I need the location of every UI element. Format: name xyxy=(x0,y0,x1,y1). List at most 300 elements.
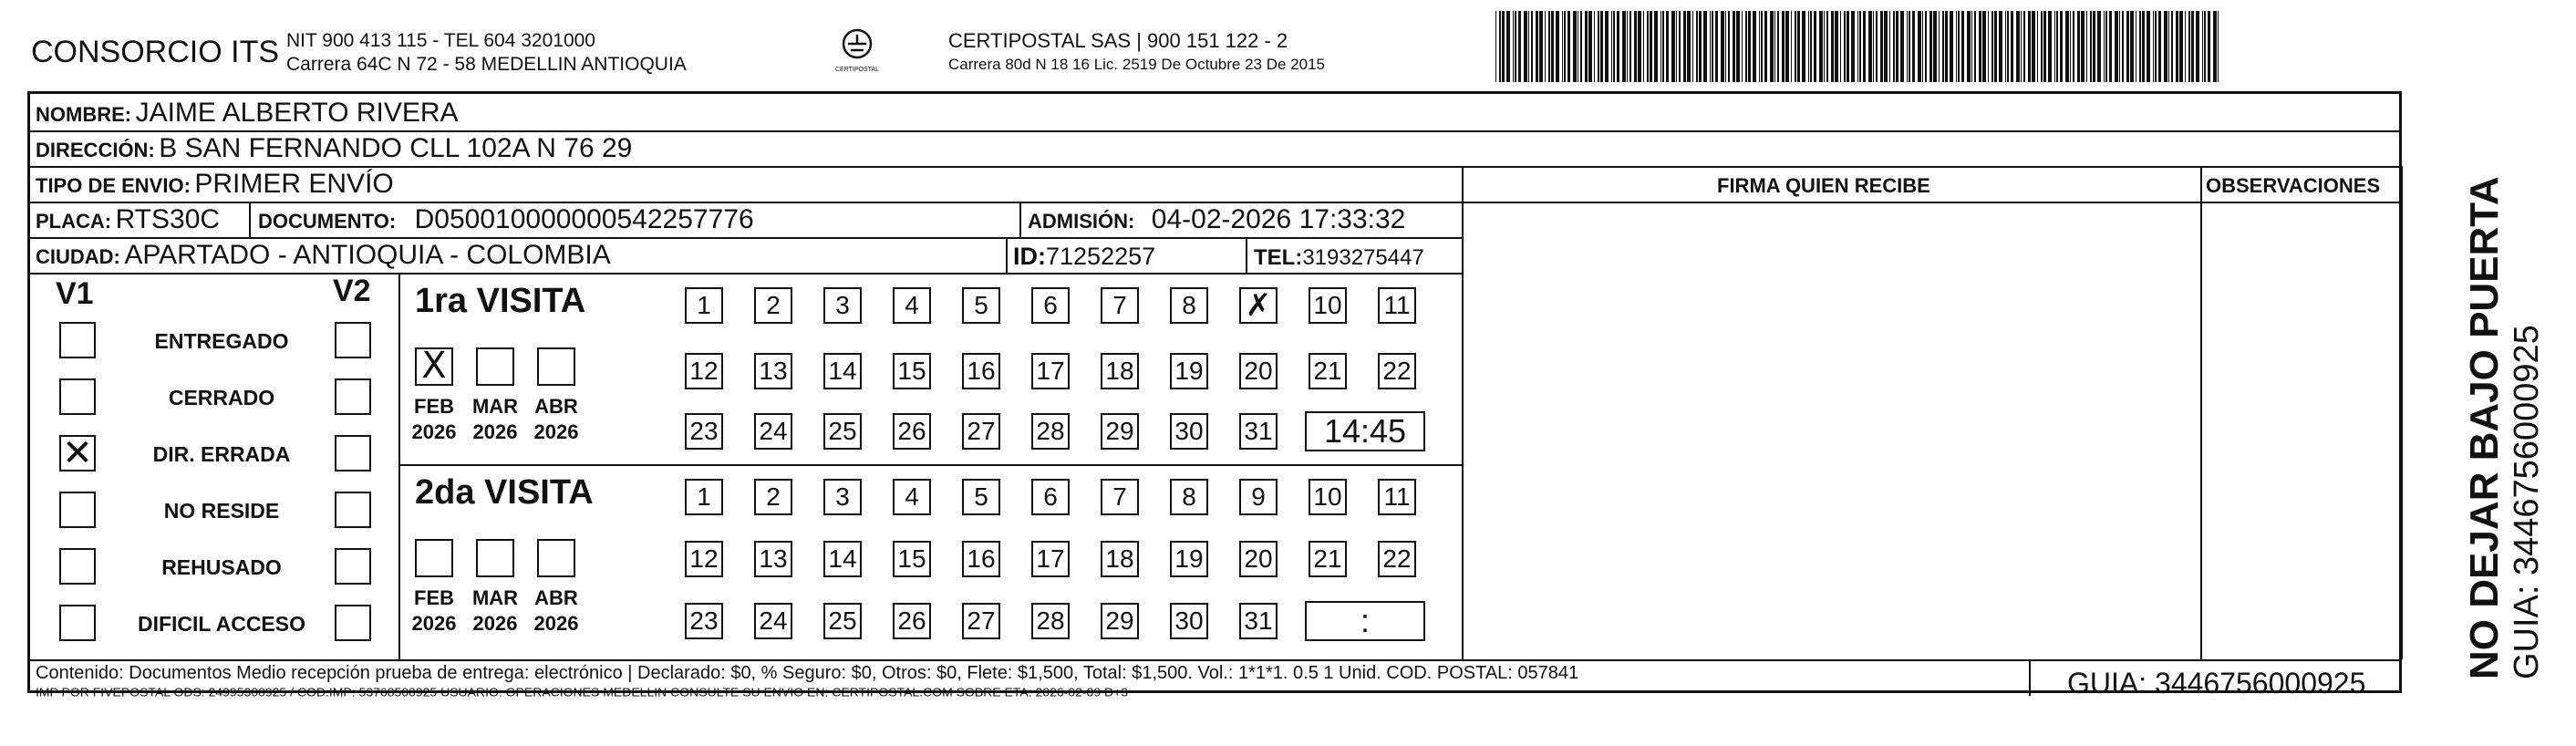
barcode-bar xyxy=(1536,11,1538,82)
status-label: DIFICIL ACCESO xyxy=(137,612,305,636)
barcode-bar xyxy=(1873,11,1874,82)
barcode-bar xyxy=(1495,11,1496,82)
barcode-bar xyxy=(1588,11,1592,82)
document-label: DOCUMENTO: xyxy=(258,210,397,233)
month-label: FEB xyxy=(414,395,454,418)
barcode-bar xyxy=(1725,11,1726,82)
barcode-bar xyxy=(1909,11,1910,82)
v1-checkbox[interactable] xyxy=(59,322,96,358)
barcode-bar xyxy=(1950,11,1953,82)
barcode-bar xyxy=(1502,11,1505,82)
barcode-bar xyxy=(1518,11,1521,82)
barcode-bar xyxy=(1991,11,1993,82)
barcode-bar xyxy=(1567,11,1570,82)
barcode-bar xyxy=(2073,11,2074,82)
phone-field xyxy=(1254,245,1424,271)
carrier-info xyxy=(948,29,1325,77)
barcode-bar xyxy=(1506,11,1510,82)
barcode-bar xyxy=(2105,11,2107,82)
barcode-bar xyxy=(2208,11,2210,82)
logo-icon xyxy=(839,26,875,62)
barcode-bar xyxy=(2218,11,2219,82)
v1-checkbox[interactable] xyxy=(59,605,96,641)
address-label: DIRECCIÓN: xyxy=(36,139,155,161)
barcode-bar xyxy=(1819,11,1823,82)
v2-checkbox[interactable] xyxy=(335,548,371,585)
city: APARTADO - ANTIOQUIA - COLOMBIA xyxy=(124,240,611,270)
plate: RTS30C xyxy=(115,204,221,234)
day-box[interactable]: 13 xyxy=(754,541,792,577)
day-box[interactable]: 25 xyxy=(823,413,862,450)
barcode-bar xyxy=(2032,11,2035,82)
barcode-bar xyxy=(1847,11,1849,82)
day-box[interactable]: 29 xyxy=(1101,413,1139,450)
day-box[interactable]: 8 xyxy=(1170,479,1208,515)
barcode-bar xyxy=(1562,11,1563,82)
barcode-bar xyxy=(2153,11,2154,82)
barcode-bar xyxy=(1840,11,1841,82)
company-address: Carrera 64C N 72 - 58 MEDELLIN ANTIOQUIA xyxy=(286,54,687,75)
visit1-title: 1ra VISITA xyxy=(415,282,586,320)
admission-datetime: 04-02-2026 17:33:32 xyxy=(1151,204,1406,234)
document-field xyxy=(258,204,754,235)
barcode-bar xyxy=(1967,11,1971,82)
barcode-bar xyxy=(1531,11,1533,82)
delivery-form xyxy=(27,91,2402,699)
day-box[interactable]: 16 xyxy=(962,541,1000,577)
barcode-bar xyxy=(1999,11,2002,82)
barcode-bar xyxy=(1979,11,1981,82)
barcode-bar xyxy=(2158,11,2161,82)
barcode-bar xyxy=(2213,11,2217,82)
day-box[interactable]: 30 xyxy=(1170,413,1208,450)
plate-label: PLACA: xyxy=(36,210,112,233)
side-notice xyxy=(2462,176,2547,679)
barcode-bar xyxy=(1907,11,1908,82)
barcode-bar xyxy=(1654,11,1658,82)
day-box[interactable]: 27 xyxy=(962,413,1000,450)
barcode-bar xyxy=(1880,11,1883,82)
company-nit: NIT 900 413 115 - TEL 604 3201000 xyxy=(286,30,595,51)
barcode-bar xyxy=(2191,11,2194,82)
v2-header: V2 xyxy=(333,274,371,308)
month-checkbox[interactable]: X xyxy=(415,347,453,386)
day-box[interactable]: 4 xyxy=(893,479,931,515)
barcode-bar xyxy=(2147,11,2150,82)
day-box[interactable]: 3 xyxy=(823,479,862,515)
barcode-bar xyxy=(2115,11,2118,82)
barcode-bar xyxy=(1660,11,1661,82)
barcode-bar xyxy=(2056,11,2058,82)
barcode-bar xyxy=(1687,11,1691,82)
barcode-bar xyxy=(1585,11,1588,82)
day-box[interactable]: 26 xyxy=(893,413,931,450)
barcode-bar xyxy=(2005,11,2006,82)
barcode-bar xyxy=(2122,11,2124,82)
barcode-bar xyxy=(1808,11,1809,82)
day-box[interactable]: 6 xyxy=(1031,479,1070,515)
barcode-bar xyxy=(2164,11,2167,82)
barcode-bar xyxy=(2093,11,2095,82)
footer-guia: GUIA: 3446756000925 xyxy=(2067,667,2366,699)
no-leave-under-door: NO DEJAR BAJO PUERTA xyxy=(2462,176,2507,679)
address: B SAN FERNANDO CLL 102A N 76 29 xyxy=(159,133,633,163)
month-label: ABR xyxy=(534,395,578,418)
barcode-bar xyxy=(2007,11,2009,82)
day-box[interactable]: 31 xyxy=(1239,413,1278,450)
barcode-bar xyxy=(1956,11,1957,82)
barcode-bar xyxy=(1761,11,1763,82)
month-label: FEB xyxy=(414,586,454,609)
day-box[interactable]: 14 xyxy=(823,541,862,577)
admission-field xyxy=(1028,204,1405,235)
day-box[interactable]: 10 xyxy=(1309,479,1347,515)
status-label: CERRADO xyxy=(168,386,275,409)
barcode-bar xyxy=(1918,11,1921,82)
barcode-bar xyxy=(2097,11,2101,82)
month-checkbox[interactable] xyxy=(476,347,514,386)
v2-checkbox[interactable] xyxy=(335,322,371,358)
barcode-bar xyxy=(2065,11,2069,82)
admission-label: ADMISIÓN: xyxy=(1028,210,1135,233)
id-label: ID: xyxy=(1013,243,1046,270)
plate-field xyxy=(36,204,220,235)
id-number: 71252257 xyxy=(1046,243,1156,270)
barcode-bar xyxy=(1791,11,1792,82)
barcode-bar xyxy=(1613,11,1615,82)
day-box[interactable]: 21 xyxy=(1309,353,1347,389)
day-box[interactable]: 8 xyxy=(1170,287,1208,324)
year-label: 2026 xyxy=(472,420,518,443)
day-box[interactable]: 15 xyxy=(893,541,931,577)
month-checkbox[interactable] xyxy=(537,539,575,577)
barcode-bar xyxy=(1634,11,1637,82)
day-box[interactable]: 9 xyxy=(1239,479,1278,515)
barcode-bar xyxy=(1539,11,1543,82)
barcode-bar xyxy=(2185,11,2186,82)
v1-checkbox[interactable] xyxy=(59,548,96,585)
day-box[interactable]: 23 xyxy=(685,413,723,450)
city-field xyxy=(36,240,611,271)
v2-checkbox[interactable] xyxy=(335,378,371,415)
barcode-bar xyxy=(1974,11,1976,82)
month-label: ABR xyxy=(534,586,578,609)
day-box[interactable]: 16 xyxy=(962,353,1000,389)
barcode-bar xyxy=(2142,11,2145,82)
v1-checkbox[interactable]: ✕ xyxy=(59,435,96,471)
day-box[interactable]: 18 xyxy=(1101,353,1139,389)
day-box[interactable]: 1 xyxy=(685,287,723,324)
barcode-bar xyxy=(1925,11,1927,82)
barcode-bar xyxy=(1742,11,1743,82)
barcode-bar xyxy=(1859,11,1861,82)
barcode-bar xyxy=(1679,11,1681,82)
certipostal-logo xyxy=(825,26,889,80)
barcode-bar xyxy=(1929,11,1932,82)
barcode-bar xyxy=(1671,11,1675,82)
barcode-bar xyxy=(1942,11,1944,82)
time-box[interactable]: : xyxy=(1305,601,1425,641)
time-box[interactable]: 14:45 xyxy=(1305,411,1425,451)
barcode-bar xyxy=(2070,11,2071,82)
v2-checkbox[interactable] xyxy=(335,605,371,641)
barcode-bar xyxy=(1774,11,1775,82)
day-box[interactable]: 22 xyxy=(1378,353,1416,389)
barcode-bar xyxy=(1814,11,1816,82)
day-box[interactable]: 24 xyxy=(754,413,792,450)
barcode-bar xyxy=(1627,11,1628,82)
barcode-bar xyxy=(2054,11,2055,82)
day-box[interactable]: 14 xyxy=(823,353,862,389)
month-checkbox[interactable] xyxy=(415,539,453,577)
barcode-bar xyxy=(1683,11,1686,82)
v1-header: V1 xyxy=(56,276,94,311)
day-box[interactable]: 13 xyxy=(754,353,792,389)
shipment-type: PRIMER ENVÍO xyxy=(194,169,394,199)
barcode-bar xyxy=(1736,11,1740,82)
barcode-bar xyxy=(1699,11,1702,82)
barcode-bar xyxy=(1759,11,1760,82)
barcode-bar xyxy=(1797,11,1800,82)
recipient-name: JAIME ALBERTO RIVERA xyxy=(135,98,459,128)
company-info xyxy=(286,29,687,77)
day-box[interactable]: 21 xyxy=(1309,541,1347,577)
barcode-bar xyxy=(1545,11,1546,82)
v2-checkbox[interactable] xyxy=(335,435,371,471)
barcode-bar xyxy=(2086,11,2087,82)
month-checkbox[interactable] xyxy=(476,539,514,577)
day-box[interactable]: 18 xyxy=(1101,541,1139,577)
barcode-bar xyxy=(2060,11,2063,82)
barcode-bar xyxy=(1810,11,1812,82)
barcode-bar xyxy=(1785,11,1789,82)
status-label: ENTREGADO xyxy=(154,329,289,353)
status-label: NO RESIDE xyxy=(163,499,280,523)
day-box[interactable]: 12 xyxy=(685,541,723,577)
barcode-bar xyxy=(1831,11,1834,82)
barcode-bar xyxy=(1945,11,1948,82)
barcode-bar xyxy=(1824,11,1825,82)
barcode-bar xyxy=(1598,11,1599,82)
month-label: MAR xyxy=(471,395,519,418)
barcode-bar xyxy=(2037,11,2038,82)
barcode-bar xyxy=(2021,11,2022,82)
barcode-bar xyxy=(1884,11,1888,82)
barcode-bar xyxy=(1795,11,1796,82)
barcode-bar xyxy=(1971,11,1972,82)
carrier-address: Carrera 80d N 18 16 Lic. 2519 De Octubre 23 De 2015 xyxy=(948,56,1325,73)
barcode-bar xyxy=(1629,11,1631,82)
barcode-bar xyxy=(2043,11,2046,82)
barcode-bar xyxy=(1961,11,1964,82)
barcode-bar xyxy=(1745,11,1747,82)
barcode-bar xyxy=(1703,11,1707,82)
day-box[interactable]: 28 xyxy=(1031,413,1070,450)
barcode-bar xyxy=(2204,11,2206,82)
phone-number: 3193275447 xyxy=(1302,245,1424,270)
barcode-bar xyxy=(1710,11,1711,82)
barcode-bar xyxy=(1835,11,1838,82)
barcode-bar xyxy=(2171,11,2173,82)
barcode-bar xyxy=(1851,11,1855,82)
barcode-bar xyxy=(1564,11,1566,82)
barcode-bar xyxy=(1994,11,1997,82)
day-box[interactable]: 30 xyxy=(1170,603,1208,639)
day-box[interactable]: 27 xyxy=(962,603,1000,639)
barcode-bar xyxy=(1617,11,1619,82)
day-box[interactable]: 31 xyxy=(1239,603,1278,639)
address-field xyxy=(36,133,632,164)
barcode-bar xyxy=(1524,11,1527,82)
barcode-bar xyxy=(1826,11,1828,82)
barcode-bar xyxy=(1712,11,1713,82)
barcode-bar xyxy=(1857,11,1858,82)
barcode-bar xyxy=(1802,11,1805,82)
barcode-bar xyxy=(1896,11,1898,82)
barcode-bar xyxy=(1643,11,1644,82)
visit2-title: 2da VISITA xyxy=(415,473,594,512)
document-number: D050010000000542257776 xyxy=(414,204,754,234)
barcode-bar xyxy=(1580,11,1582,82)
day-box[interactable]: 28 xyxy=(1031,603,1070,639)
recipient-name-label: NOMBRE: xyxy=(36,103,132,126)
day-box[interactable]: 7 xyxy=(1101,287,1139,324)
month-checkbox[interactable] xyxy=(537,347,575,386)
v1-checkbox[interactable] xyxy=(59,378,96,415)
signature-label: FIRMA QUIEN RECIBE xyxy=(1717,174,1930,197)
day-box[interactable]: 6 xyxy=(1031,287,1070,324)
day-box[interactable]: 20 xyxy=(1239,541,1278,577)
footer-print-info: IMP POR FIVEPOSTAL ODS: 24995300925 / COD.IMP: 53768500925 USUARIO: OPERACIONES MEDELLIN CONSULTE SU ENVIO EN: CERTIPOSTAL.COM SOBRE ETA: 2026-02-09 D+3 xyxy=(36,685,1129,699)
day-box[interactable]: 23 xyxy=(685,603,723,639)
barcode-bar xyxy=(1748,11,1751,82)
day-box[interactable]: 19 xyxy=(1170,541,1208,577)
day-box[interactable]: 10 xyxy=(1309,287,1347,324)
barcode-bar xyxy=(1939,11,1940,82)
barcode-bar xyxy=(1728,11,1730,82)
day-box[interactable]: 4 xyxy=(893,287,931,324)
day-box[interactable]: 26 xyxy=(893,603,931,639)
barcode-bar xyxy=(2176,11,2178,82)
day-box[interactable]: 11 xyxy=(1378,479,1416,515)
barcode-bar xyxy=(2090,11,2092,82)
barcode-bar xyxy=(2179,11,2183,82)
year-label: 2026 xyxy=(411,612,457,635)
barcode-bar xyxy=(2109,11,2112,82)
phone-label: TEL: xyxy=(1254,245,1303,270)
barcode-bar xyxy=(1528,11,1529,82)
barcode xyxy=(1495,11,2225,82)
barcode-bar xyxy=(2188,11,2190,82)
barcode-bar xyxy=(2011,11,2013,82)
barcode-bar xyxy=(1863,11,1866,82)
day-box[interactable]: 15 xyxy=(893,353,931,389)
barcode-bar xyxy=(2119,11,2120,82)
day-box[interactable]: 17 xyxy=(1031,353,1070,389)
barcode-bar xyxy=(2028,11,2031,82)
barcode-bar xyxy=(1594,11,1595,82)
footer-content: Contenido: Documentos Medio recepción prueba de entrega: electrónico | Declarado: $0, % Seguro: $0, Otros: $0, Flete: $1,500, Total: $1,500. Vol.: 1*1*1. 0.5 1 Unid. COD. POSTAL: 057841 xyxy=(36,663,1579,683)
barcode-bar xyxy=(2130,11,2134,82)
day-box[interactable]: 19 xyxy=(1170,353,1208,389)
barcode-bar xyxy=(1889,11,1890,82)
day-box[interactable]: 2 xyxy=(754,479,792,515)
barcode-bar xyxy=(1515,11,1516,82)
day-box[interactable]: ✗ xyxy=(1239,287,1278,324)
barcode-bar xyxy=(2077,11,2080,82)
barcode-bar xyxy=(2104,11,2105,82)
day-box[interactable]: 29 xyxy=(1101,603,1139,639)
barcode-bar xyxy=(1876,11,1878,82)
day-box[interactable]: 5 xyxy=(962,479,1000,515)
logo-text: CERTIPOSTAL xyxy=(835,67,879,73)
day-box[interactable]: 12 xyxy=(685,353,723,389)
barcode-bar xyxy=(1900,11,1904,82)
barcode-bar xyxy=(1696,11,1698,82)
barcode-bar xyxy=(1692,11,1693,82)
status-label: DIR. ERRADA xyxy=(152,442,291,466)
id-field xyxy=(1013,243,1155,271)
recipient-name-field xyxy=(36,98,459,129)
day-box[interactable]: 24 xyxy=(754,603,792,639)
day-box[interactable]: 3 xyxy=(823,287,862,324)
day-box[interactable]: 2 xyxy=(754,287,792,324)
barcode-bar xyxy=(1662,11,1664,82)
day-box[interactable]: 1 xyxy=(685,479,723,515)
v1-checkbox[interactable] xyxy=(59,492,96,528)
day-box[interactable]: 20 xyxy=(1239,353,1278,389)
barcode-bar xyxy=(2139,11,2141,82)
barcode-bar xyxy=(2023,11,2025,82)
barcode-bar xyxy=(2081,11,2085,82)
month-label: MAR xyxy=(471,586,519,609)
barcode-bar xyxy=(2155,11,2157,82)
day-box[interactable]: 5 xyxy=(962,287,1000,324)
city-label: CIUDAD: xyxy=(36,245,120,268)
barcode-bar xyxy=(1499,11,1501,82)
barcode-bar xyxy=(1933,11,1937,82)
barcode-bar xyxy=(1611,11,1612,82)
observations-label: OBSERVACIONES xyxy=(2206,174,2381,197)
barcode-bar xyxy=(1777,11,1779,82)
barcode-bar xyxy=(2168,11,2169,82)
day-box[interactable]: 7 xyxy=(1101,479,1139,515)
barcode-bar xyxy=(1551,11,1554,82)
day-box[interactable]: 17 xyxy=(1031,541,1070,577)
barcode-bar xyxy=(1513,11,1514,82)
barcode-bar xyxy=(1556,11,1559,82)
barcode-bar xyxy=(1676,11,1677,82)
barcode-bar xyxy=(1753,11,1756,82)
barcode-bar xyxy=(1666,11,1669,82)
year-label: 2026 xyxy=(533,420,579,443)
day-box[interactable]: 25 xyxy=(823,603,862,639)
barcode-bar xyxy=(1650,11,1652,82)
day-box[interactable]: 22 xyxy=(1378,541,1416,577)
barcode-bar xyxy=(1622,11,1626,82)
v2-checkbox[interactable] xyxy=(335,492,371,528)
barcode-bar xyxy=(1764,11,1767,82)
barcode-bar xyxy=(1573,11,1577,82)
barcode-bar xyxy=(2016,11,2020,82)
year-label: 2026 xyxy=(472,612,518,635)
barcode-bar xyxy=(1982,11,1986,82)
barcode-bar xyxy=(1922,11,1923,82)
shipment-type-field xyxy=(36,169,394,200)
day-box[interactable]: 11 xyxy=(1378,287,1416,324)
barcode-bar xyxy=(1715,11,1718,82)
barcode-bar xyxy=(2041,11,2043,82)
